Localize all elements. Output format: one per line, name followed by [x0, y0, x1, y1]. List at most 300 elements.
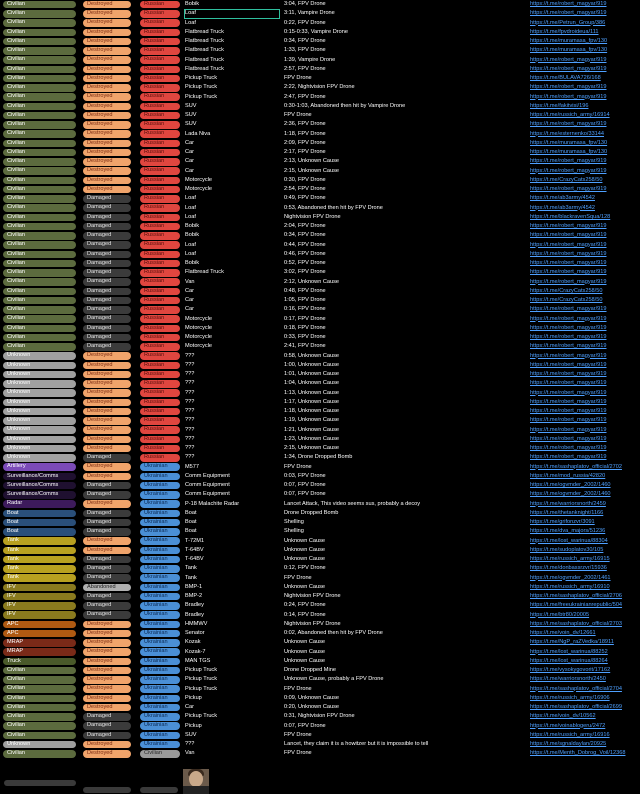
source-link[interactable]: https://t.me/sudoplatov30/105 — [530, 546, 604, 553]
source-link[interactable]: https://t.me/Menth_Dobrog_Voil/12368 — [530, 750, 626, 757]
table-row[interactable] — [0, 74, 640, 83]
source-link[interactable]: https://t.me/lost_warinua/88252 — [530, 648, 608, 655]
source-link[interactable]: https://t.me/robert_magyar/919 — [530, 241, 607, 248]
table-row[interactable] — [0, 268, 640, 277]
table-row[interactable] — [0, 453, 640, 462]
details-cell: FPV Drone — [284, 685, 312, 692]
table-row[interactable] — [0, 176, 640, 185]
source-link[interactable]: https://t.me/vysokygovorit/17162 — [530, 667, 611, 673]
table-row[interactable] — [0, 481, 640, 490]
source-link[interactable]: https://t.me/ab3army/4542 — [530, 204, 595, 211]
details-cell: 2:57, FPV Drone — [284, 65, 326, 72]
side-cell: Russian — [140, 112, 180, 120]
source-link[interactable]: https://t.me/Petrun_Group/386 — [530, 19, 606, 26]
status-cell: Destroyed — [83, 426, 131, 434]
status-cell: Damaged — [83, 260, 131, 268]
details-cell: Shelling — [284, 519, 304, 525]
side-cell: Russian — [140, 10, 180, 18]
status-cell: Damaged — [83, 343, 131, 351]
table-row[interactable] — [0, 231, 640, 240]
side-cell: Ukrainian — [140, 565, 180, 573]
type-cell: Civilian — [3, 177, 76, 185]
side-cell: Russian — [140, 325, 180, 333]
status-cell: Destroyed — [83, 639, 131, 647]
scroll-pill-1[interactable] — [4, 780, 76, 786]
details-cell: 2:36, FPV Drone — [284, 121, 326, 128]
source-link[interactable]: https://t.me/CrazyCats258/50 — [530, 297, 603, 303]
table-row[interactable] — [0, 111, 640, 120]
type-cell: Unknown — [3, 380, 76, 388]
details-cell: 2:15, Unknown Cause — [284, 167, 340, 174]
table-row[interactable] — [0, 638, 640, 647]
source-link[interactable]: https://t.me/sgnaldaylan/20925 — [530, 741, 607, 747]
details-cell: Lancet Attack, This video seems sus, probably a decoy — [284, 500, 421, 507]
source-link[interactable]: https://t.me/robert_magyar/919 — [530, 408, 607, 414]
table-row[interactable] — [0, 352, 640, 361]
source-link[interactable]: https://t.me/russich_army/16915 — [530, 556, 610, 562]
table-row[interactable] — [0, 694, 640, 703]
scroll-pill-3[interactable] — [140, 787, 178, 793]
side-cell: Russian — [140, 352, 180, 360]
details-cell: 0:31, Nightvision FPV Drone — [284, 713, 355, 720]
source-link[interactable]: https://t.me/robert_magyar/919 — [530, 426, 607, 433]
table-row[interactable] — [0, 148, 640, 157]
source-link[interactable]: https://t.me/robert_magyar/919 — [530, 343, 607, 350]
side-cell: Ukrainian — [140, 639, 180, 647]
vehicle-cell: Car — [185, 297, 195, 303]
status-cell: Damaged — [83, 556, 131, 564]
source-link[interactable]: https://t.me/robert_magyar/919 — [530, 306, 607, 313]
status-cell: Damaged — [83, 334, 131, 342]
source-link[interactable]: https://t.me/muramasa_fpv/130 — [530, 139, 608, 146]
source-link[interactable]: https://t.me/robert_magyar/919 — [530, 56, 607, 63]
status-cell: Destroyed — [83, 121, 131, 129]
source-link[interactable]: https://t.me/robert_magyar/919 — [530, 84, 607, 91]
table-row[interactable] — [0, 685, 640, 694]
source-link[interactable]: https://t.me/CrazyCats258/50 — [530, 176, 603, 183]
table-row[interactable] — [0, 426, 640, 435]
side-cell: Russian — [140, 186, 180, 194]
source-link[interactable]: https://t.me/robert_magyar/919 — [530, 269, 607, 276]
type-cell: Civilian — [3, 695, 76, 703]
table-row[interactable] — [0, 167, 640, 176]
side-cell: Ukrainian — [140, 547, 180, 555]
type-cell: Civilian — [3, 195, 76, 203]
side-cell: Russian — [140, 241, 180, 249]
type-cell: Civilian — [3, 241, 76, 249]
source-link[interactable]: https://t.me/russich_army/16910 — [530, 583, 610, 590]
details-cell: 0:16, FPV Drone — [284, 306, 326, 313]
table-row[interactable] — [0, 731, 640, 740]
side-cell: Russian — [140, 417, 180, 425]
status-cell: Destroyed — [83, 389, 131, 397]
table-row[interactable] — [0, 500, 640, 509]
table-row[interactable] — [0, 611, 640, 620]
source-link[interactable]: https://t.me/fpvdroideua/111 — [530, 28, 599, 35]
table-row[interactable] — [0, 703, 640, 712]
source-link[interactable]: https://t.me/robert_magyar/919 — [530, 445, 607, 451]
vehicle-cell: SUV — [185, 102, 197, 109]
table-row[interactable] — [0, 601, 640, 610]
vehicle-cell: Car — [185, 704, 195, 710]
table-row[interactable] — [0, 278, 640, 287]
table-row[interactable] — [0, 407, 640, 416]
type-cell: Civilian — [3, 93, 76, 101]
source-link[interactable]: https://t.me/lost_warinua/88264 — [530, 657, 608, 664]
source-link[interactable]: https://t.me/robert_magyar/919 — [530, 186, 607, 192]
vehicle-cell: Car — [185, 167, 195, 174]
table-row[interactable] — [0, 666, 640, 675]
status-cell: Destroyed — [83, 103, 131, 111]
table-row[interactable] — [0, 194, 640, 203]
table-row[interactable] — [0, 712, 640, 721]
source-link[interactable]: https://t.me/robert_magyar/919 — [530, 260, 607, 266]
type-cell: Unknown — [3, 426, 76, 434]
source-link[interactable]: https://t.me/sashaplatov_official/2706 — [530, 593, 622, 599]
table-row[interactable] — [0, 213, 640, 222]
source-link[interactable]: https://t.me/grifonzvr/3091 — [530, 519, 595, 525]
source-link[interactable]: https://t.me/voinablogeru/2472 — [530, 722, 606, 729]
table-row[interactable] — [0, 657, 640, 666]
table-row[interactable] — [0, 102, 640, 111]
table-row[interactable] — [0, 435, 640, 444]
details-cell: Nightvision FPV Drone — [284, 593, 341, 599]
status-cell: Destroyed — [83, 38, 131, 46]
source-link[interactable]: https://t.me/freeukrainianrepublic/504 — [530, 602, 623, 609]
details-cell: 0:09, Unknown Cause — [284, 694, 340, 701]
source-link[interactable]: https://t.me/BULAVA726/168 — [530, 75, 601, 81]
source-link[interactable]: https://t.me/robert_magyar/919 — [530, 454, 607, 461]
source-link[interactable]: https://t.me/blackravenSqua/128 — [530, 213, 611, 220]
side-cell: Russian — [140, 380, 180, 388]
source-link[interactable]: https://t.me/russich_army/16906 — [530, 694, 610, 701]
vehicle-cell: MAN TGS — [185, 657, 211, 664]
source-link[interactable]: https://t.me/sashaplatov_official/2702 — [530, 463, 622, 470]
table-row[interactable] — [0, 361, 640, 370]
table-row[interactable] — [0, 139, 640, 148]
table-row[interactable] — [0, 472, 640, 481]
table-row[interactable] — [0, 324, 640, 333]
table-row[interactable] — [0, 749, 640, 758]
side-cell: Russian — [140, 223, 180, 231]
details-cell: 0:02, Abandoned then hit by FPV Drone — [284, 630, 383, 636]
source-link[interactable]: https://t.me/voin_dv/12661 — [530, 630, 596, 636]
source-link[interactable]: https://t.me/sashaplatov_official/2703 — [530, 620, 622, 627]
table-row[interactable] — [0, 675, 640, 684]
type-cell: Civilian — [3, 306, 76, 314]
table-row[interactable] — [0, 722, 640, 731]
details-cell: 1:17, Unknown Cause — [284, 398, 340, 405]
table-row[interactable] — [0, 564, 640, 573]
type-cell: IFV — [3, 602, 76, 610]
source-link[interactable]: https://t.me/robert_magyar/919 — [530, 435, 607, 442]
vehicle-cell: Car — [185, 158, 195, 165]
table-row[interactable] — [0, 379, 640, 388]
source-link[interactable]: https://t.me/ab3army/4542 — [530, 195, 595, 202]
source-link[interactable]: https://t.me/robert_magyar/919 — [530, 223, 607, 229]
type-cell: Unknown — [3, 399, 76, 407]
table-row[interactable] — [0, 305, 640, 314]
side-cell: Ukrainian — [140, 648, 180, 656]
table-row[interactable] — [0, 93, 640, 102]
type-cell: IFV — [3, 593, 76, 601]
table-row[interactable] — [0, 509, 640, 518]
table-row[interactable] — [0, 37, 640, 46]
details-cell: 0:46, FPV Drone — [284, 250, 326, 257]
table-row[interactable] — [0, 629, 640, 638]
status-cell: Destroyed — [83, 537, 131, 545]
details-cell: 2:04, FPV Drone — [284, 223, 326, 229]
details-cell: 0:20, Unknown Cause — [284, 704, 340, 710]
type-cell: Boat — [3, 510, 76, 518]
table-row[interactable] — [0, 342, 640, 351]
table-row[interactable] — [0, 537, 640, 546]
type-cell: APC — [3, 630, 76, 638]
table-row[interactable] — [0, 222, 640, 231]
status-cell: Destroyed — [83, 445, 131, 453]
vehicle-cell: Boat — [185, 519, 197, 525]
table-row[interactable] — [0, 9, 640, 18]
side-cell: Russian — [140, 167, 180, 175]
table-row[interactable] — [0, 416, 640, 425]
status-cell: Damaged — [83, 482, 131, 490]
details-cell: 2:41, FPV Drone — [284, 343, 326, 350]
status-cell: Destroyed — [83, 177, 131, 185]
type-cell: Unknown — [3, 741, 76, 749]
details-cell: 2:13, Unknown Cause — [284, 158, 340, 165]
table-row[interactable] — [0, 398, 640, 407]
status-cell: Destroyed — [83, 473, 131, 481]
source-link[interactable]: https://t.me/NgP_raZVedka/18911 — [530, 639, 614, 646]
table-row[interactable] — [0, 648, 640, 657]
details-cell: 0:07, FPV Drone — [284, 482, 326, 488]
status-cell: Destroyed — [83, 362, 131, 370]
side-cell: Russian — [140, 269, 180, 277]
source-link[interactable]: https://t.me/mod_russia/42820 — [530, 472, 606, 479]
status-cell: Destroyed — [83, 417, 131, 425]
details-cell: Unknown Cause, probably a FPV Drone — [284, 676, 384, 683]
status-cell: Destroyed — [83, 685, 131, 693]
type-cell: Tank — [3, 556, 76, 564]
type-cell: Civilian — [3, 56, 76, 64]
details-cell: 0:49, FPV Drone — [284, 195, 326, 202]
vehicle-cell: Bobik — [185, 1, 199, 7]
table-row[interactable] — [0, 620, 640, 629]
vehicle-cell: Motorcycle — [185, 186, 213, 192]
table-row[interactable] — [0, 574, 640, 583]
details-cell: Lancet, they claim it is a howitzer but it is impossible to tell — [284, 741, 429, 747]
status-cell: Destroyed — [83, 1, 131, 9]
vehicle-cell: Lada Niva — [185, 130, 211, 137]
source-link[interactable]: https://t.me/thetanknight/1166 — [530, 509, 604, 516]
source-link[interactable]: https://t.me/CrazyCats258/50 — [530, 287, 603, 294]
type-cell: IFV — [3, 611, 76, 619]
vehicle-cell: Flatbread Truck — [185, 269, 224, 276]
source-link[interactable]: https://t.me/robert_magyar/919 — [530, 334, 607, 340]
type-cell: Civilian — [3, 186, 76, 194]
table-row[interactable] — [0, 333, 640, 342]
source-link[interactable]: https://t.me/btr80/20005 — [530, 611, 590, 618]
table-row[interactable] — [0, 490, 640, 499]
source-link[interactable]: https://t.me/robert_magyar/919 — [530, 93, 607, 100]
table-row[interactable] — [0, 0, 640, 9]
source-link[interactable]: https://t.me/ogvmder_2002/1460 — [530, 482, 611, 488]
side-cell: Russian — [140, 195, 180, 203]
source-link[interactable]: https://t.me/robert_magyar/919 — [530, 1, 607, 7]
source-link[interactable]: https://t.me/donbassrzvr/15936 — [530, 565, 607, 572]
table-row[interactable] — [0, 370, 640, 379]
source-link[interactable]: https://t.me/muramasa_fpv/130 — [530, 47, 608, 54]
table-row[interactable] — [0, 185, 640, 194]
vehicle-cell: Loaf — [185, 241, 196, 248]
type-cell: Civilian — [3, 685, 76, 693]
table-row[interactable] — [0, 287, 640, 296]
table-row[interactable] — [0, 204, 640, 213]
table-row[interactable] — [0, 518, 640, 527]
vehicle-cell: Pickup Truck — [185, 685, 218, 692]
table-row[interactable] — [0, 130, 640, 139]
source-link[interactable]: https://t.me/robert_magyar/919 — [530, 324, 607, 331]
source-link[interactable]: https://t.me/muramasa_fpv/130 — [530, 149, 608, 155]
details-cell: 0:24, FPV Drone — [284, 602, 326, 609]
status-cell: Damaged — [83, 528, 131, 536]
avatar-thumbnail — [183, 769, 209, 794]
type-cell: Civilian — [3, 66, 76, 74]
type-cell: Civilian — [3, 10, 76, 18]
source-link[interactable]: https://t.me/warriorsnorth/2450 — [530, 676, 606, 683]
source-link[interactable]: https://t.me/robert_magyar/919 — [530, 361, 607, 368]
vehicle-cell: T-64BV — [185, 546, 204, 553]
table-row[interactable] — [0, 740, 640, 749]
table-row[interactable] — [0, 157, 640, 166]
vehicle-cell: Pickup Truck — [185, 713, 218, 720]
type-cell: Civilian — [3, 47, 76, 55]
table-row[interactable] — [0, 315, 640, 324]
status-cell: Destroyed — [83, 167, 131, 175]
table-row[interactable] — [0, 83, 640, 92]
table-row[interactable] — [0, 19, 640, 28]
type-cell: Civilian — [3, 251, 76, 259]
source-link[interactable]: https://t.me/ogvmder_2002/1461 — [530, 574, 611, 581]
source-link[interactable]: https://t.me/robert_magyar/919 — [530, 352, 607, 359]
type-cell: Unknown — [3, 445, 76, 453]
status-cell: Destroyed — [83, 75, 131, 83]
table-row[interactable] — [0, 463, 640, 472]
table-row[interactable] — [0, 444, 640, 453]
source-link[interactable]: https://t.me/robert_magyar/919 — [530, 398, 607, 405]
source-link[interactable]: https://t.me/robert_magyar/919 — [530, 121, 607, 128]
source-link[interactable]: https://t.me/robert_magyar/919 — [530, 232, 607, 239]
details-cell: 3:02, FPV Drone — [284, 269, 326, 276]
source-link[interactable]: https://t.me/warriorsnorth/2459 — [530, 500, 606, 507]
vehicle-cell: Motorcycle — [185, 343, 213, 350]
side-cell: Ukrainian — [140, 621, 180, 629]
status-cell: Damaged — [83, 288, 131, 296]
source-link[interactable]: https://t.me/voin_dv/10562 — [530, 713, 596, 720]
type-cell: Unknown — [3, 389, 76, 397]
source-link[interactable]: https://t.me/fakitvisi/196 — [530, 102, 589, 109]
source-link[interactable]: https://t.me/robert_magyar/919 — [530, 167, 607, 174]
side-cell: Ukrainian — [140, 658, 180, 666]
type-cell: Civilian — [3, 269, 76, 277]
side-cell: Russian — [140, 436, 180, 444]
side-cell: Ukrainian — [140, 667, 180, 675]
source-link[interactable]: https://t.me/robert_magyar/919 — [530, 250, 607, 257]
source-link[interactable]: https://t.me/muramasa_fpv/130 — [530, 38, 608, 44]
table-row[interactable] — [0, 259, 640, 268]
table-row[interactable] — [0, 389, 640, 398]
status-cell: Destroyed — [83, 186, 131, 194]
table-row[interactable] — [0, 592, 640, 601]
type-cell: Civilian — [3, 732, 76, 740]
table-row[interactable] — [0, 527, 640, 536]
vehicle-cell: Boat — [185, 509, 197, 516]
source-link[interactable]: https://t.me/dva_majors/51236 — [530, 528, 606, 535]
source-link[interactable]: https://t.me/robert_magyar/919 — [530, 10, 607, 17]
table-row[interactable] — [0, 583, 640, 592]
status-cell: Damaged — [83, 454, 131, 462]
table-row[interactable] — [0, 555, 640, 564]
table-row[interactable] — [0, 250, 640, 259]
details-cell: FPV Drone — [284, 750, 312, 757]
status-cell: Damaged — [83, 510, 131, 518]
source-link[interactable]: https://t.me/sashaplatov_official/2704 — [530, 685, 622, 692]
source-link[interactable]: https://t.me/robert_magyar/919 — [530, 278, 607, 285]
vehicle-cell: Comm Equipment — [185, 472, 230, 479]
table-row[interactable] — [0, 120, 640, 129]
source-link[interactable]: https://t.me/robert_magyar/919 — [530, 417, 607, 424]
status-cell: Damaged — [83, 297, 131, 305]
side-cell: Ukrainian — [140, 510, 180, 518]
source-link[interactable]: https://t.me/esternenko/33144 — [530, 130, 605, 137]
source-link[interactable]: https://t.me/robert_magyar/919 — [530, 371, 607, 377]
source-link[interactable]: https://t.me/russich_army/16916 — [530, 731, 610, 738]
side-cell: Ukrainian — [140, 676, 180, 684]
type-cell: Civilian — [3, 121, 76, 129]
table-row[interactable] — [0, 28, 640, 37]
source-link[interactable]: https://t.me/robert_magyar/919 — [530, 389, 607, 396]
type-cell: Civilian — [3, 343, 76, 351]
side-cell: Russian — [140, 19, 180, 27]
side-cell: Russian — [140, 232, 180, 240]
table-row[interactable] — [0, 65, 640, 74]
type-cell: Civilian — [3, 334, 76, 342]
type-cell: Civilian — [3, 223, 76, 231]
table-row[interactable] — [0, 546, 640, 555]
source-link[interactable]: https://t.me/sashaplatov_official/2699 — [530, 704, 622, 710]
source-link[interactable]: https://t.me/robert_magyar/919 — [530, 158, 607, 165]
table-row[interactable] — [0, 46, 640, 55]
source-link[interactable]: https://t.me/lost_warinua/88304 — [530, 537, 608, 544]
source-link[interactable]: https://t.me/robert_magyar/919 — [530, 65, 607, 72]
table-row[interactable] — [0, 241, 640, 250]
vehicle-cell: Motorcycle — [185, 324, 213, 331]
footer-controls — [0, 769, 640, 794]
table-row[interactable] — [0, 56, 640, 65]
source-link[interactable]: https://t.me/robert_magyar/919 — [530, 380, 607, 387]
source-link[interactable]: https://t.me/robert_magyar/919 — [530, 315, 607, 322]
vehicle-cell: Motorcycle — [185, 334, 213, 340]
type-cell: Surveillance/Comms — [3, 491, 76, 499]
status-cell: Damaged — [83, 602, 131, 610]
scroll-pill-2[interactable] — [83, 787, 131, 793]
status-cell: Damaged — [83, 713, 131, 721]
table-row[interactable] — [0, 296, 640, 305]
status-cell: Abandoned — [83, 584, 131, 592]
source-link[interactable]: https://t.me/russich_army/16914 — [530, 112, 610, 118]
source-link[interactable]: https://t.me/ogvmder_2002/1460 — [530, 491, 611, 498]
details-cell: 0:58, Unknown Cause — [284, 352, 340, 359]
